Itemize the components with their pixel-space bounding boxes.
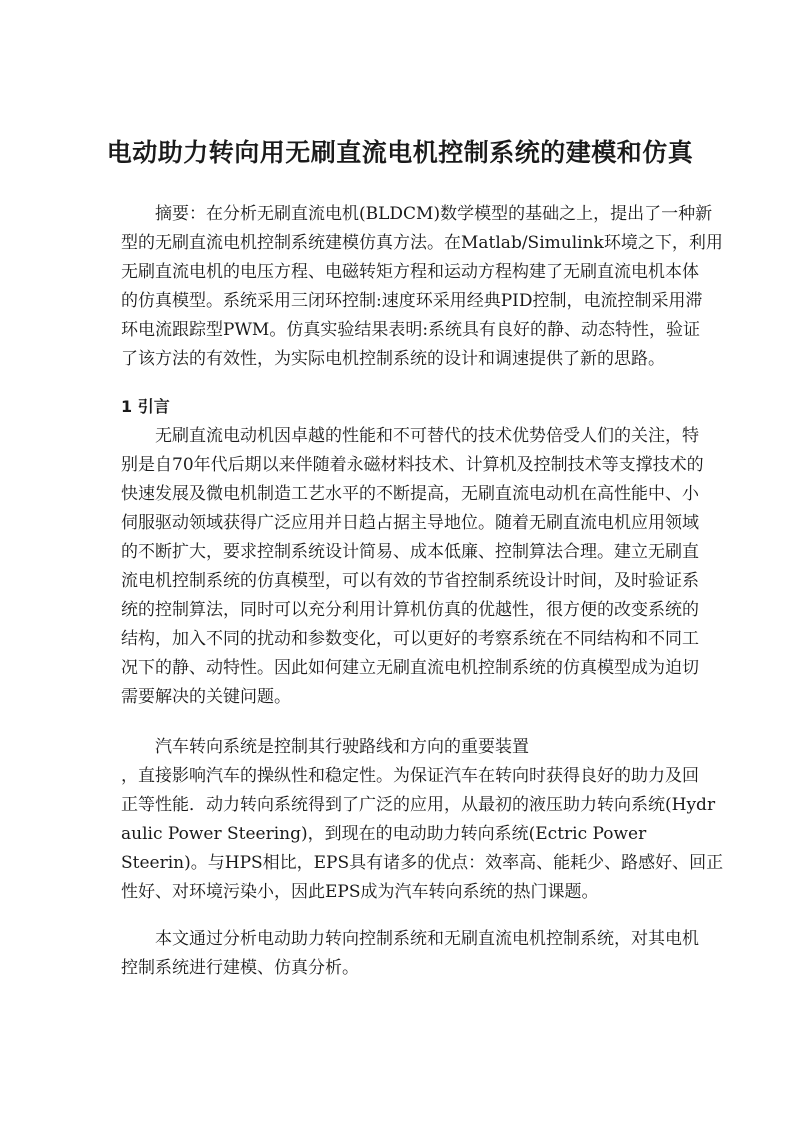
eps-line: aulic Power Steering)，到现在的电动助力转向系统(Ectric Power	[121, 824, 647, 844]
paper-title: 电动助力转向用无刷直流电机控制系统的建模和仿真	[106, 138, 694, 167]
eps-line: Steerin)。与HPS相比，EPS具有诸多的优点：效率高、能耗少、路感好、回正	[121, 853, 724, 873]
final-line: 本文通过分析电动助力转向控制系统和无刷直流电机控制系统，对其电机	[155, 929, 699, 949]
section-heading: 1 引言	[121, 397, 170, 416]
abstract-line: 环电流跟踪型PWM。仿真实验结果表明:系统具有良好的静、动态特性，验证	[121, 320, 701, 340]
intro-line: 的不断扩大，要求控制系统设计简易、成本低廉、控制算法合理。建立无刷直	[121, 542, 699, 562]
abstract-line: 了该方法的有效性，为实际电机控制系统的设计和调速提供了新的思路。	[121, 349, 665, 369]
intro-line: 需要解决的关键问题。	[121, 687, 291, 707]
abstract-line: 摘要：在分析无刷直流电机(BLDCM)数学模型的基础之上，提出了一种新	[155, 204, 713, 224]
eps-line: 汽车转向系统是控制其行驶路线和方向的重要装置	[155, 737, 529, 757]
intro-line: 无刷直流电动机因卓越的性能和不可替代的技术优势倍受人们的关注，特	[155, 426, 699, 446]
intro-line: 流电机控制系统的仿真模型，可以有效的节省控制系统设计时间，及时验证系	[121, 571, 699, 591]
final-line: 控制系统进行建模、仿真分析。	[121, 958, 359, 978]
intro-line: 别是自70年代后期以来伴随着永磁材料技术、计算机及控制技术等支撑技术的	[121, 455, 704, 475]
abstract-line: 无刷直流电机的电压方程、电磁转矩方程和运动方程构建了无刷直流电机本体	[121, 262, 699, 282]
eps-line: ，直接影响汽车的操纵性和稳定性。为保证汽车在转向时获得良好的助力及回	[121, 766, 699, 786]
abstract-line: 的仿真模型。系统采用三闭环控制:速度环采用经典PID控制，电流控制采用滞	[121, 291, 703, 311]
eps-line: 正等性能．动力转向系统得到了广泛的应用，从最初的液压助力转向系统(Hydr	[121, 795, 716, 815]
intro-line: 伺服驱动领域获得广泛应用并日趋占据主导地位。随着无刷直流电机应用领域	[121, 513, 699, 533]
eps-line: 性好、对环境污染小，因此EPS成为汽车转向系统的热门课题。	[121, 882, 599, 902]
intro-line: 统的控制算法，同时可以充分利用计算机仿真的优越性，很方便的改变系统的	[121, 600, 699, 620]
intro-line: 况下的静、动特性。因此如何建立无刷直流电机控制系统的仿真模型成为迫切	[121, 658, 699, 678]
abstract-line: 型的无刷直流电机控制系统建模仿真方法。在Matlab/Simulink环境之下，利用	[121, 233, 723, 253]
intro-line: 结构，加入不同的扰动和参数变化，可以更好的考察系统在不同结构和不同工	[121, 629, 699, 649]
intro-line: 快速发展及微电机制造工艺水平的不断提高，无刷直流电动机在高性能中、小	[121, 484, 699, 504]
